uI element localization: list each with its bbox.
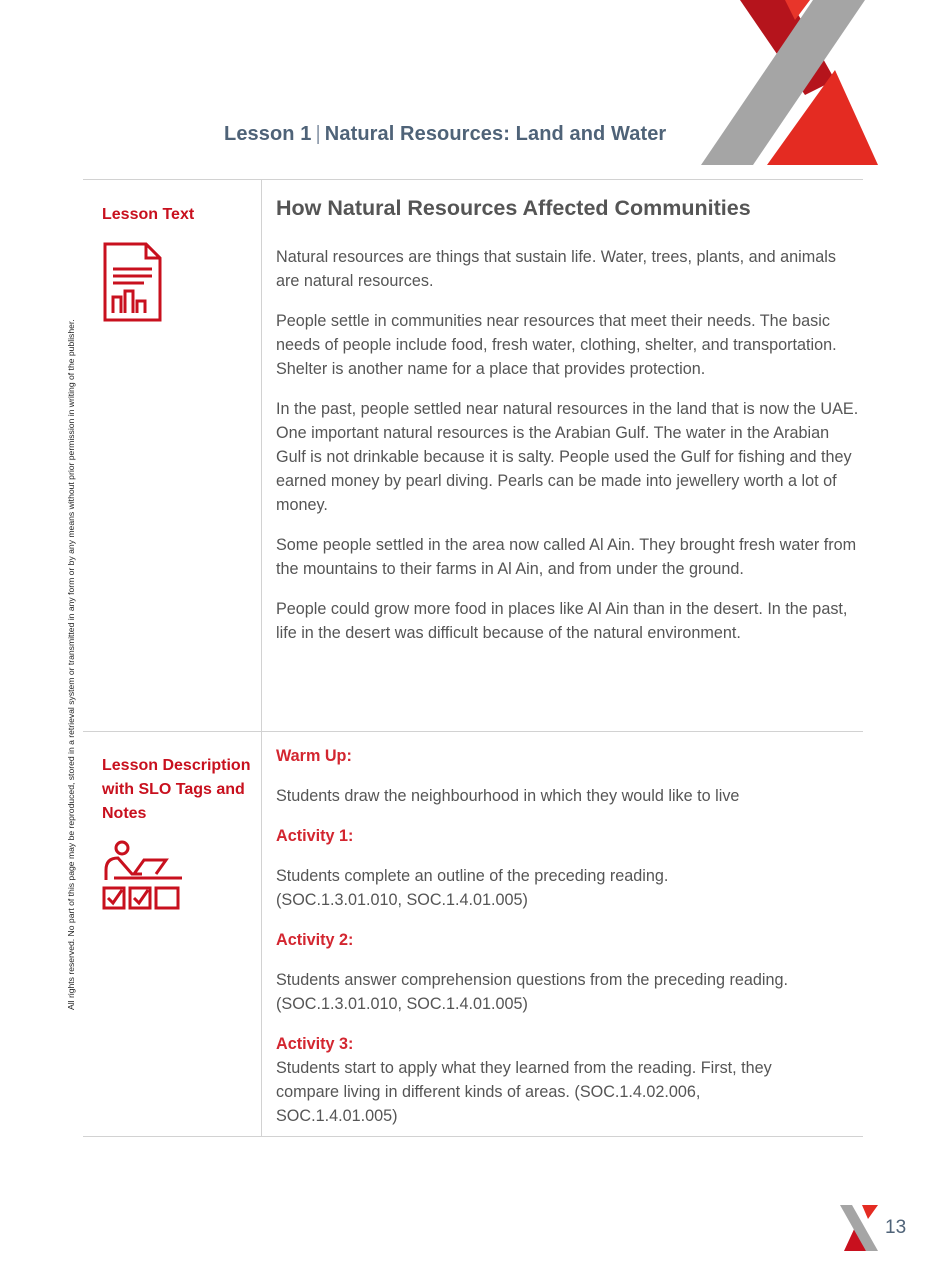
lesson-description-label-cell bbox=[83, 732, 262, 1136]
warm-up-title: Warm Up: bbox=[276, 747, 352, 765]
lesson-text-title: How Natural Resources Affected Communities bbox=[276, 196, 751, 220]
lesson-paragraph: Natural resources are things that sustain life. Water, trees, plants, and animals are natural resources. bbox=[276, 248, 836, 290]
lesson-description-label: Lesson Description with SLO Tags and Notes bbox=[102, 757, 251, 822]
activity-1-text: Students complete an outline of the preceding reading. (SOC.1.3.01.010, SOC.1.4.01.005) bbox=[276, 867, 669, 909]
lesson-table bbox=[83, 179, 863, 1137]
lesson-paragraph: People settle in communities near resources that meet their needs. The basic needs of people include food, fresh water, clothing, shelter, and transportation. Shelter is another name for a place that provides protection. bbox=[276, 312, 837, 378]
lesson-label: Lesson 1 bbox=[224, 123, 312, 145]
lesson-text-row bbox=[83, 180, 863, 732]
activity-2-text: Students answer comprehension questions from the preceding reading. (SOC.1.3.01.010, SOC.1.4.01.005) bbox=[276, 971, 789, 1013]
copyright-notice: All rights reserved. No part of this page may be reproduced, stored in a retrieval system or transmitted in any form or by any means without prior permission in writing of the publisher. bbox=[66, 319, 76, 1010]
activity-3-text: Students start to apply what they learned from the reading. First, they compare living in different kinds of areas. (SOC.1.4.02.006, SOC.1.4.01.005) bbox=[276, 1059, 772, 1125]
brand-x-logo bbox=[685, 0, 945, 170]
lesson-header bbox=[224, 123, 666, 146]
lesson-description-content bbox=[262, 732, 863, 1136]
lesson-text-label-cell bbox=[83, 180, 262, 731]
activity-3-title: Activity 3: bbox=[276, 1035, 354, 1053]
page-number: 13 bbox=[885, 1217, 907, 1238]
lesson-paragraph: People could grow more food in places like Al Ain than in the desert. In the past, life in the desert was difficult because of the natural environment. bbox=[276, 600, 848, 642]
teacher-checklist-icon bbox=[102, 840, 186, 912]
warm-up-text: Students draw the neighbourhood in which they would like to live bbox=[276, 787, 740, 805]
header-separator: | bbox=[315, 123, 321, 145]
activity-2-title: Activity 2: bbox=[276, 931, 354, 949]
lesson-title: Natural Resources: Land and Water bbox=[324, 123, 667, 145]
footer-x-logo bbox=[840, 1205, 920, 1251]
lesson-text-content bbox=[262, 180, 863, 731]
lesson-text-label: Lesson Text bbox=[102, 206, 195, 223]
lesson-paragraph: Some people settled in the area now called Al Ain. They brought fresh water from the mountains to their farms in Al Ain, and from under the ground. bbox=[276, 536, 857, 578]
activity-1-title: Activity 1: bbox=[276, 827, 354, 845]
document-chart-icon bbox=[102, 241, 164, 323]
lesson-description-row bbox=[83, 732, 863, 1137]
lesson-paragraph: In the past, people settled near natural resources in the land that is now the UAE. One important natural resources is the Arabian Gulf. The water in the Arabian Gulf is not drinkable because it is salty. People used the Gulf for fishing and they earned money by pearl diving. Pearls can be made into jewellery worth a lot of money. bbox=[276, 400, 859, 514]
